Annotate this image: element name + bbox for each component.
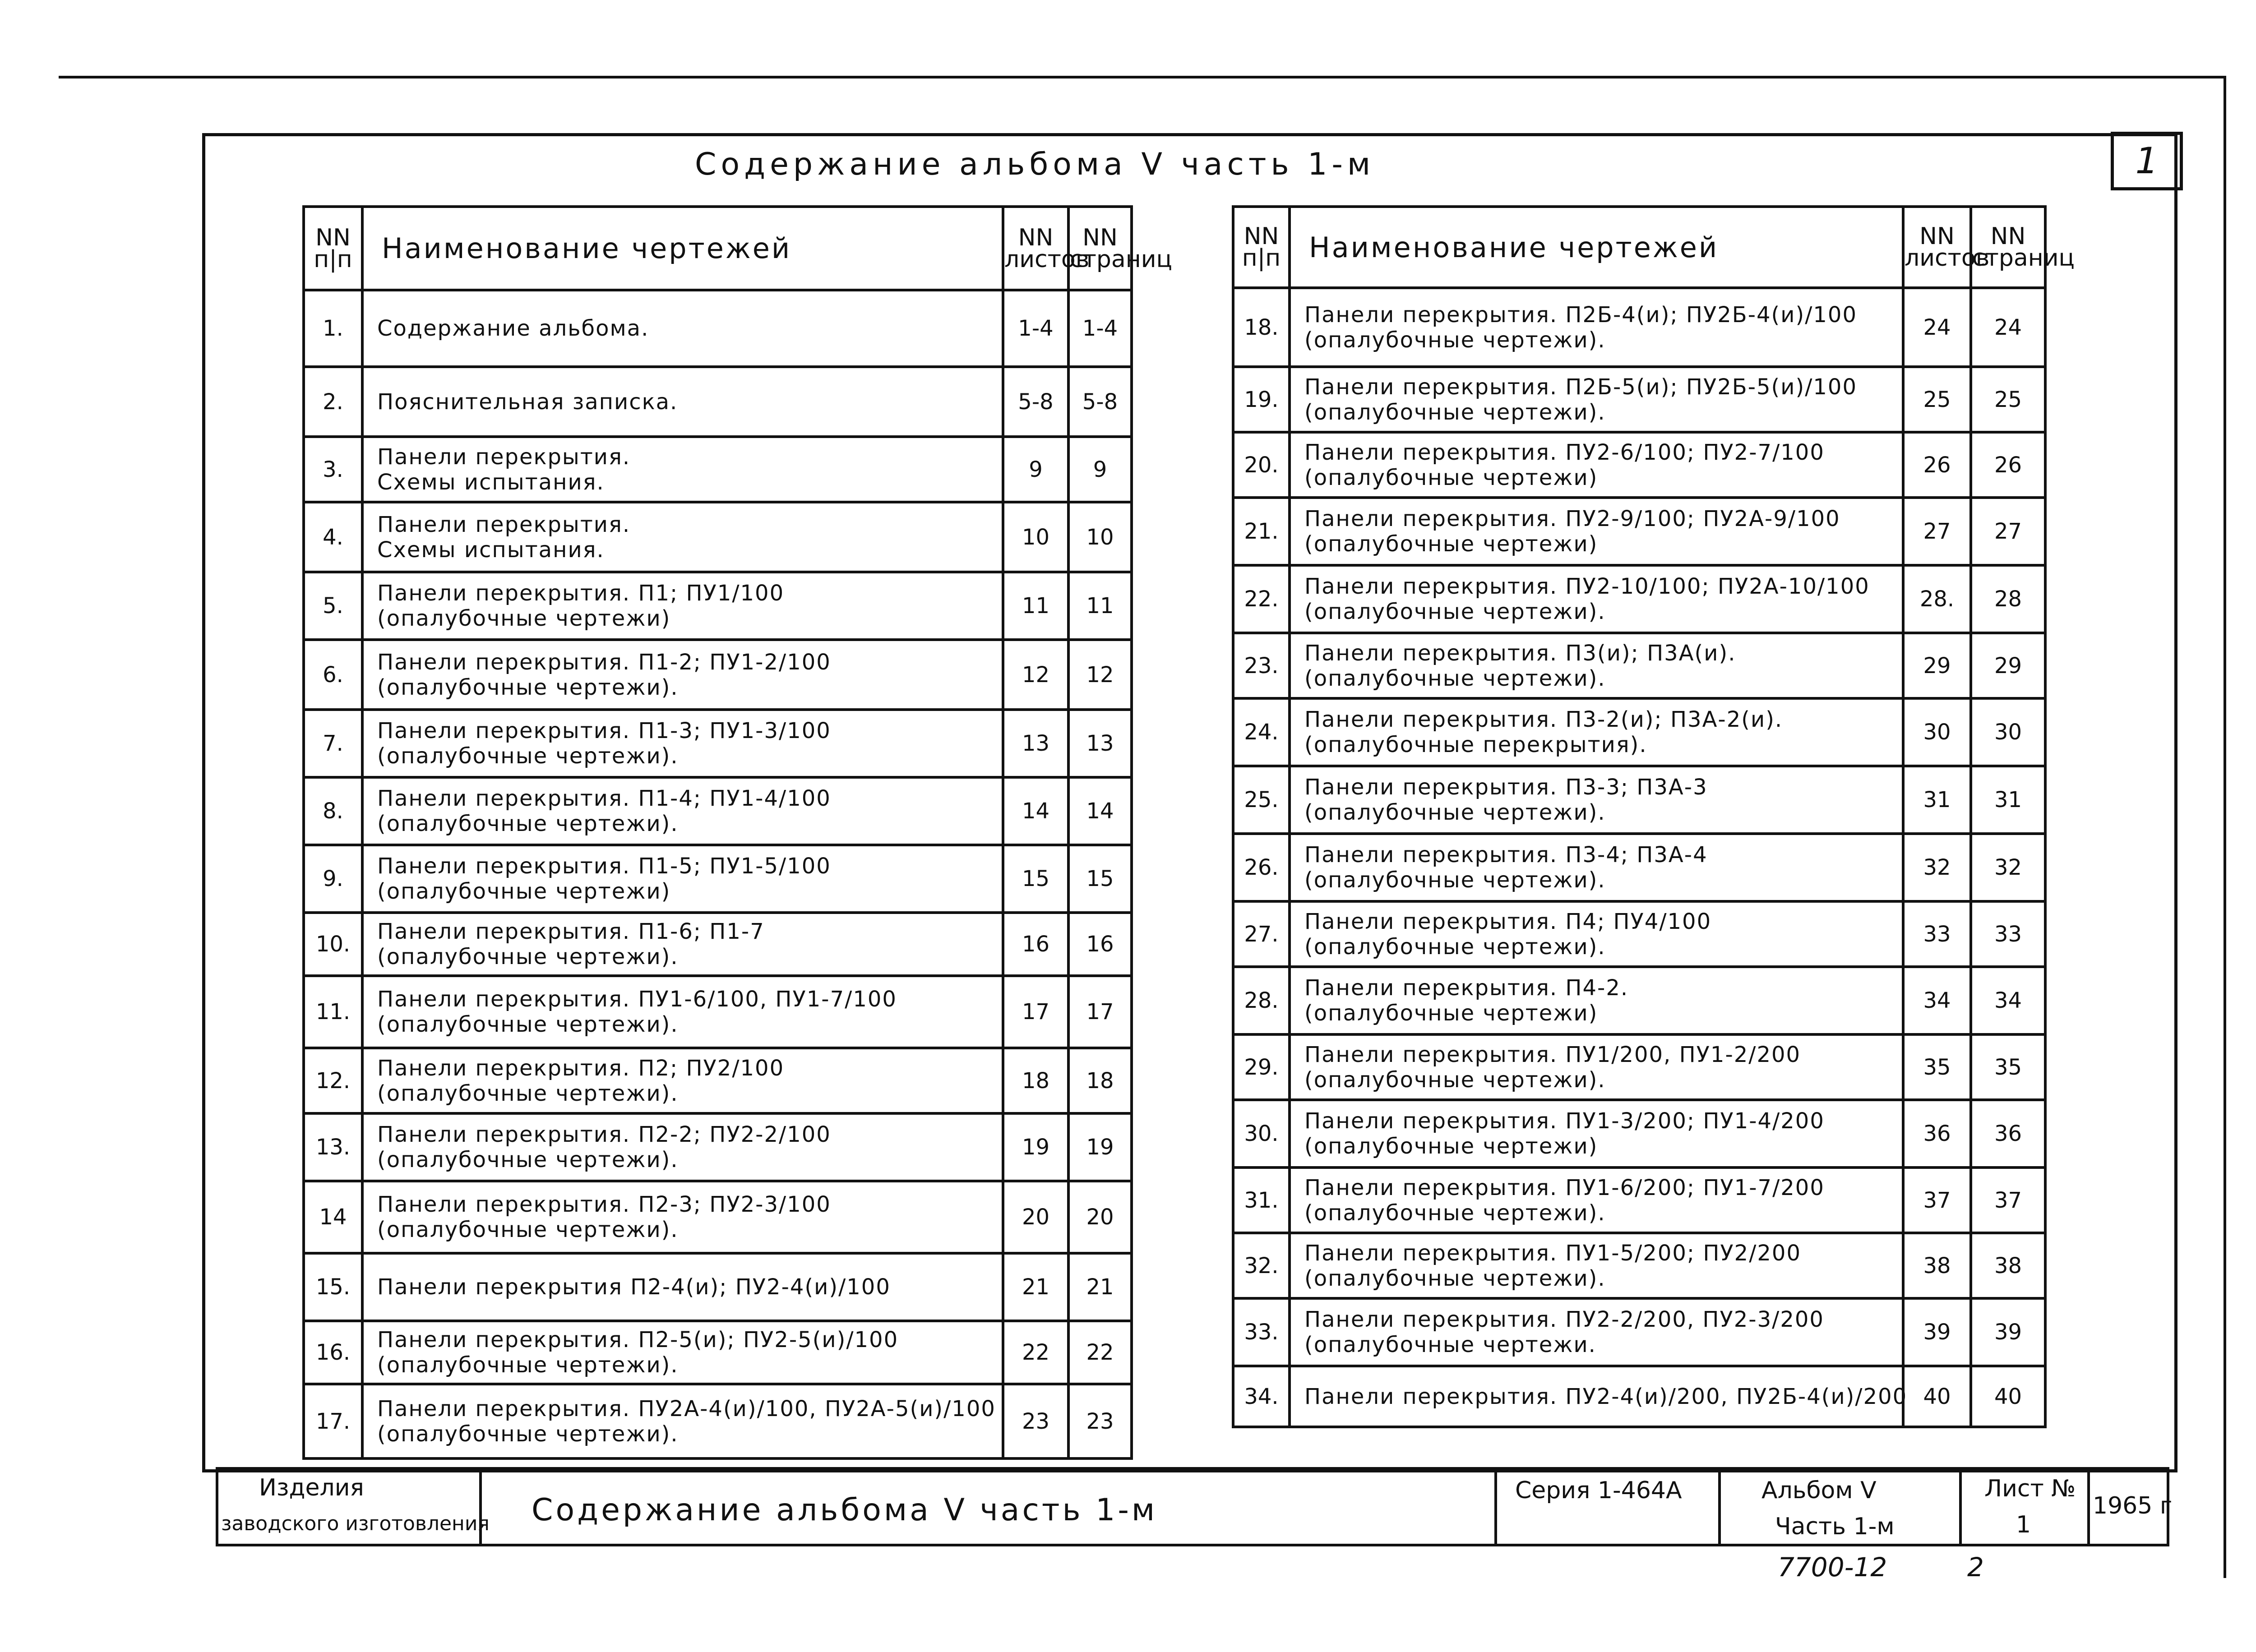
row-sheets: 10: [1003, 502, 1068, 572]
drawing-name-line: Панели перекрытия. П3-4; П3А-4: [1304, 842, 1708, 868]
row-sheets: 31: [1903, 766, 1971, 834]
drawing-name-line: Панели перекрытия.: [377, 512, 631, 537]
drawing-name-line: Панели перекрытия. ПУ2-4(и)/200, ПУ2Б-4(и)/200: [1304, 1384, 1908, 1409]
tb-products-line2: заводского изготовления: [221, 1512, 490, 1535]
row-sheets: 5-8: [1003, 367, 1068, 437]
drawing-name-line: (опалубочные чертежи).: [377, 811, 679, 836]
table-row: [304, 1384, 1132, 1458]
drawing-name-line: Панели перекрытия. П1-5; ПУ1-5/100: [377, 854, 831, 879]
table-header-row: [1233, 207, 2045, 288]
table-row: [304, 1253, 1132, 1321]
tb-products-line1: Изделия: [259, 1474, 364, 1501]
row-sheets: 18: [1003, 1048, 1068, 1113]
drawing-name-line: (опалубочные чертежи): [1304, 465, 1598, 490]
row-pages: 9: [1068, 437, 1132, 502]
table-row: [1233, 698, 2045, 766]
tb-sheet-value: 1: [2016, 1511, 2031, 1538]
row-pages: 28: [1971, 565, 2045, 633]
tb-year-cell: [2087, 1467, 2173, 1546]
table-row: [1233, 1366, 2045, 1427]
drawing-name-line: (опалубочные перекрытия).: [1304, 732, 1647, 757]
row-sheets: 1-4: [1003, 290, 1068, 367]
drawing-name-line: Панели перекрытия. ПУ1-6/100, ПУ1-7/100: [377, 987, 897, 1012]
row-sheets: 27: [1903, 498, 1971, 565]
header-index: NN п|п: [304, 207, 362, 290]
drawing-name-line: Панели перекрытия П2-4(и); ПУ2-4(и)/100: [377, 1274, 891, 1300]
row-sheets: 17: [1003, 976, 1068, 1048]
row-index: 31.: [1233, 1167, 1290, 1233]
header-sheets: NN листов: [1903, 207, 1971, 288]
table-row: [1233, 1233, 2045, 1298]
row-pages: 10: [1068, 502, 1132, 572]
drawing-name-line: Панели перекрытия. ПУ2А-4(и)/100, ПУ2А-5(и)/100: [377, 1396, 996, 1421]
table-row: [304, 710, 1132, 777]
row-drawing-name: [362, 1384, 1003, 1458]
drawing-name-line: Панели перекрытия. П1-3; ПУ1-3/100: [377, 718, 831, 743]
drawing-name-line: Панели перекрытия. ПУ1-3/200; ПУ1-4/200: [1304, 1108, 1825, 1134]
row-sheets: 25: [1903, 367, 1971, 432]
drawing-name-line: (опалубочные чертежи).: [1304, 1200, 1606, 1226]
drawing-name-line: (опалубочные чертежи).: [377, 1217, 679, 1242]
drawing-name-line: (опалубочные чертежи).: [377, 1012, 679, 1037]
table-row: [304, 502, 1132, 572]
tb-drawing-title: Содержание альбома Ⅴ часть 1-м: [532, 1492, 1158, 1528]
sheet-border-top: [59, 76, 2224, 78]
drawing-name-line: Панели перекрытия. ПУ2-9/100; ПУ2А-9/100: [1304, 506, 1840, 531]
row-index: 23.: [1233, 633, 1290, 698]
row-pages: 31: [1971, 766, 2045, 834]
table-header-row: [304, 207, 1132, 290]
row-index: 24.: [1233, 698, 1290, 766]
row-sheets: 37: [1903, 1167, 1971, 1233]
table-row: [1233, 1167, 2045, 1233]
drawing-name-line: Панели перекрытия. П1-4; ПУ1-4/100: [377, 786, 831, 811]
table-row: [1233, 432, 2045, 498]
table-row: [1233, 1034, 2045, 1100]
row-drawing-name: [1290, 367, 1903, 432]
row-index: 6.: [304, 640, 362, 710]
row-drawing-name: [362, 1181, 1003, 1253]
row-drawing-name: [362, 1048, 1003, 1113]
drawing-name-line: (опалубочные чертежи).: [377, 674, 679, 700]
row-index: 30.: [1233, 1100, 1290, 1167]
drawing-name-line: (опалубочные чертежи).: [377, 1421, 679, 1447]
row-index: 14: [304, 1181, 362, 1253]
drawing-name-line: (опалубочные чертежи): [377, 879, 671, 904]
header-pages: NN страниц: [1971, 207, 2045, 288]
row-drawing-name: [1290, 967, 1903, 1034]
row-drawing-name: [1290, 1167, 1903, 1233]
row-sheets: 22: [1003, 1321, 1068, 1384]
row-index: 7.: [304, 710, 362, 777]
row-index: 25.: [1233, 766, 1290, 834]
row-index: 10.: [304, 913, 362, 976]
drawing-name-line: Панели перекрытия.: [377, 444, 631, 470]
table-row: [1233, 834, 2045, 901]
row-drawing-name: [362, 1113, 1003, 1181]
row-pages: 14: [1068, 777, 1132, 845]
drawing-name-line: Панели перекрытия. ПУ2-10/100; ПУ2А-10/100: [1304, 574, 1870, 599]
row-pages: 33: [1971, 901, 2045, 967]
row-drawing-name: [1290, 834, 1903, 901]
drawing-name-line: (опалубочные чертежи).: [1304, 399, 1606, 425]
sheet-border-right: [2224, 76, 2226, 1578]
row-pages: 29: [1971, 633, 2045, 698]
row-sheets: 11: [1003, 572, 1068, 640]
row-drawing-name: [362, 572, 1003, 640]
drawing-name-line: Панели перекрытия. П3-2(и); П3А-2(и).: [1304, 707, 1783, 732]
row-sheets: 20: [1003, 1181, 1068, 1253]
drawing-name-line: (опалубочные чертежи).: [377, 1147, 679, 1172]
table-row: [304, 976, 1132, 1048]
table-body-right: [1233, 288, 2045, 1427]
row-pages: 30: [1971, 698, 2045, 766]
table-row: [1233, 901, 2045, 967]
row-sheets: 33: [1903, 901, 1971, 967]
row-drawing-name: [1290, 1298, 1903, 1366]
drawing-name-line: (опалубочные чертежи).: [1304, 800, 1606, 825]
drawing-name-line: Панели перекрытия. П3-3; П3А-3: [1304, 775, 1708, 800]
row-pages: 26: [1971, 432, 2045, 498]
drawing-name-line: Панели перекрытия. П2-5(и); ПУ2-5(и)/100: [377, 1327, 899, 1352]
drawing-name-line: Панели перекрытия. П4; ПУ4/100: [1304, 909, 1712, 934]
row-sheets: 16: [1003, 913, 1068, 976]
header-sheets: NN листов: [1003, 207, 1068, 290]
table-row: [304, 640, 1132, 710]
drawing-name-line: (опалубочные чертежи).: [1304, 1067, 1606, 1093]
row-pages: 27: [1971, 498, 2045, 565]
drawing-name-line: Панели перекрытия. ПУ1/200, ПУ1-2/200: [1304, 1042, 1801, 1067]
row-drawing-name: [1290, 633, 1903, 698]
drawing-name-line: (опалубочные чертежи.: [1304, 1332, 1596, 1357]
row-index: 16.: [304, 1321, 362, 1384]
row-drawing-name: [362, 845, 1003, 913]
row-sheets: 14: [1003, 777, 1068, 845]
table-row: [1233, 565, 2045, 633]
row-drawing-name: [1290, 766, 1903, 834]
row-pages: 1-4: [1068, 290, 1132, 367]
row-drawing-name: [1290, 432, 1903, 498]
drawing-name-line: Панели перекрытия. П1; ПУ1/100: [377, 581, 785, 606]
row-sheets: 30: [1903, 698, 1971, 766]
table-row: [304, 290, 1132, 367]
row-sheets: 39: [1903, 1298, 1971, 1366]
tb-album-cell: [1718, 1467, 1962, 1546]
row-pages: 32: [1971, 834, 2045, 901]
row-sheets: 32: [1903, 834, 1971, 901]
row-drawing-name: [1290, 1233, 1903, 1298]
table-row: [1233, 288, 2045, 367]
drawing-name-line: Панели перекрытия. П2-2; ПУ2-2/100: [377, 1122, 831, 1147]
row-sheets: 12: [1003, 640, 1068, 710]
sheet-number-box: 1: [2111, 132, 2183, 190]
row-drawing-name: [362, 640, 1003, 710]
drawing-name-line: Панели перекрытия. ПУ2-6/100; ПУ2-7/100: [1304, 439, 1825, 465]
drawing-name-line: (опалубочные чертежи).: [1304, 868, 1606, 893]
row-index: 29.: [1233, 1034, 1290, 1100]
row-index: 18.: [1233, 288, 1290, 367]
row-index: 15.: [304, 1253, 362, 1321]
row-sheets: 35: [1903, 1034, 1971, 1100]
drawing-name-line: (опалубочные чертежи).: [1304, 665, 1606, 691]
table-body-left: [304, 290, 1132, 1458]
row-index: 2.: [304, 367, 362, 437]
row-pages: 34: [1971, 967, 2045, 1034]
row-pages: 17: [1068, 976, 1132, 1048]
row-index: 13.: [304, 1113, 362, 1181]
tb-album-line2: Часть 1-м: [1775, 1513, 1895, 1540]
drawing-name-line: (опалубочные чертежи): [1304, 1001, 1598, 1026]
row-pages: 25: [1971, 367, 2045, 432]
drawing-name-line: (опалубочные чертежи): [1304, 1134, 1598, 1159]
tb-series: Серия 1-464А: [1515, 1477, 1682, 1504]
row-pages: 39: [1971, 1298, 2045, 1366]
table-row: [1233, 766, 2045, 834]
row-sheets: 26: [1903, 432, 1971, 498]
drawing-name-line: (опалубочные чертежи).: [1304, 934, 1606, 960]
row-index: 5.: [304, 572, 362, 640]
row-drawing-name: [362, 437, 1003, 502]
drawing-name-line: (опалубочные чертежи).: [1304, 599, 1606, 624]
table-row: [1233, 1100, 2045, 1167]
row-index: 21.: [1233, 498, 1290, 565]
row-index: 34.: [1233, 1366, 1290, 1427]
row-index: 1.: [304, 290, 362, 367]
drawing-name-line: Панели перекрытия. ПУ2-2/200, ПУ2-3/200: [1304, 1307, 1824, 1332]
row-drawing-name: [362, 913, 1003, 976]
title-block: [216, 1467, 2173, 1553]
row-drawing-name: [362, 1253, 1003, 1321]
row-sheets: 9: [1003, 437, 1068, 502]
footer-code: 7700-12: [1778, 1552, 1887, 1583]
tb-album-line1: Альбом Ⅴ: [1761, 1477, 1877, 1504]
row-drawing-name: [362, 777, 1003, 845]
row-pages: 5-8: [1068, 367, 1132, 437]
table-row: [304, 437, 1132, 502]
row-pages: 15: [1068, 845, 1132, 913]
table-row: [1233, 498, 2045, 565]
row-sheets: 34: [1903, 967, 1971, 1034]
header-name: Наименование чертежей: [362, 207, 1003, 290]
row-sheets: 40: [1903, 1366, 1971, 1427]
row-pages: 11: [1068, 572, 1132, 640]
drawing-name-line: Панели перекрытия. П2Б-5(и); ПУ2Б-5(и)/100: [1304, 374, 1857, 400]
row-sheets: 15: [1003, 845, 1068, 913]
row-pages: 13: [1068, 710, 1132, 777]
drawing-name-line: Панели перекрытия. П2; ПУ2/100: [377, 1055, 785, 1081]
contents-table-right: [1232, 205, 2075, 1428]
drawing-name-line: Схемы испытания.: [377, 537, 605, 563]
table-row: [304, 845, 1132, 913]
row-pages: 16: [1068, 913, 1132, 976]
header-index: NN п|п: [1233, 207, 1290, 288]
row-drawing-name: [362, 1321, 1003, 1384]
row-drawing-name: [1290, 1366, 1908, 1427]
page-title: Содержание альбома Ⅴ часть 1-м: [695, 147, 1375, 182]
drawing-name-line: (опалубочные чертежи).: [377, 1080, 679, 1106]
table-row: [304, 367, 1132, 437]
drawing-name-line: Содержание альбома.: [377, 316, 649, 341]
drawing-name-line: Панели перекрытия. ПУ1-5/200; ПУ2/200: [1304, 1240, 1802, 1266]
row-index: 32.: [1233, 1233, 1290, 1298]
header-pages: NN страниц: [1068, 207, 1132, 290]
row-pages: 23: [1068, 1384, 1132, 1458]
drawing-name-line: (опалубочные чертежи).: [377, 743, 679, 769]
row-pages: 36: [1971, 1100, 2045, 1167]
row-sheets: 19: [1003, 1113, 1068, 1181]
table-row: [1233, 367, 2045, 432]
row-pages: 22: [1068, 1321, 1132, 1384]
row-drawing-name: [1290, 698, 1903, 766]
row-index: 33.: [1233, 1298, 1290, 1366]
drawing-name-line: Пояснительная записка.: [377, 389, 678, 415]
row-pages: 38: [1971, 1233, 2045, 1298]
row-index: 27.: [1233, 901, 1290, 967]
tb-products-cell: [216, 1467, 490, 1546]
row-index: 26.: [1233, 834, 1290, 901]
row-index: 22.: [1233, 565, 1290, 633]
row-drawing-name: [362, 502, 1003, 572]
row-sheets: 13: [1003, 710, 1068, 777]
tb-title-cell: [479, 1467, 1497, 1546]
row-drawing-name: [1290, 565, 1903, 633]
drawing-name-line: Панели перекрытия. ПУ1-6/200; ПУ1-7/200: [1304, 1175, 1825, 1200]
table-row: [304, 1113, 1132, 1181]
row-sheets: 24: [1903, 288, 1971, 367]
header-name: Наименование чертежей: [1290, 207, 1903, 288]
row-drawing-name: [1290, 1034, 1903, 1100]
row-index: 20.: [1233, 432, 1290, 498]
row-index: 9.: [304, 845, 362, 913]
row-pages: 12: [1068, 640, 1132, 710]
row-index: 12.: [304, 1048, 362, 1113]
row-drawing-name: [1290, 288, 1903, 367]
row-pages: 21: [1068, 1253, 1132, 1321]
footer-page: 2: [1967, 1552, 1984, 1583]
row-index: 17.: [304, 1384, 362, 1458]
row-sheets: 36: [1903, 1100, 1971, 1167]
drawing-name-line: Панели перекрытия. П4-2.: [1304, 975, 1629, 1001]
drawing-name-line: (опалубочные чертежи).: [377, 1352, 679, 1378]
table-row: [304, 1181, 1132, 1253]
row-sheets: 23: [1003, 1384, 1068, 1458]
table-row: [304, 572, 1132, 640]
row-sheets: 21: [1003, 1253, 1068, 1321]
tb-year: 1965 г: [2093, 1492, 2173, 1519]
row-index: 28.: [1233, 967, 1290, 1034]
drawing-name-line: (опалубочные чертежи).: [1304, 1265, 1606, 1291]
row-drawing-name: [362, 290, 1003, 367]
table-row: [304, 1321, 1132, 1384]
drawing-name-line: Панели перекрытия. П3(и); П3А(и).: [1304, 640, 1736, 666]
row-drawing-name: [362, 367, 1003, 437]
drawing-name-line: (опалубочные чертежи): [1304, 531, 1598, 557]
row-pages: 24: [1971, 288, 2045, 367]
row-sheets: 38: [1903, 1233, 1971, 1298]
row-pages: 35: [1971, 1034, 2045, 1100]
table-row: [304, 1048, 1132, 1113]
drawing-name-line: Панели перекрытия. П2Б-4(и); ПУ2Б-4(и)/100: [1304, 302, 1857, 328]
row-pages: 40: [1971, 1366, 2045, 1427]
drawing-name-line: (опалубочные чертежи).: [1304, 327, 1606, 353]
row-drawing-name: [1290, 901, 1903, 967]
row-index: 11.: [304, 976, 362, 1048]
row-sheets: 29: [1903, 633, 1971, 698]
drawing-name-line: Схемы испытания.: [377, 469, 605, 495]
drawing-name-line: Панели перекрытия. П1-2; ПУ1-2/100: [377, 649, 831, 675]
row-drawing-name: [1290, 1100, 1903, 1167]
tb-series-cell: [1494, 1467, 1721, 1546]
tb-sheet-label: Лист №: [1984, 1475, 2076, 1502]
tb-sheet-cell: [1959, 1467, 2090, 1546]
drawing-name-line: (опалубочные чертежи): [377, 606, 671, 631]
row-drawing-name: [362, 710, 1003, 777]
row-drawing-name: [1290, 498, 1903, 565]
row-drawing-name: [362, 976, 1003, 1048]
contents-table-left: [302, 205, 1172, 1460]
drawing-name-line: Панели перекрытия. П1-6; П1-7: [377, 919, 765, 944]
table-row: [1233, 633, 2045, 698]
row-index: 8.: [304, 777, 362, 845]
table-row: [304, 777, 1132, 845]
row-pages: 20: [1068, 1181, 1132, 1253]
table-row: [1233, 967, 2045, 1034]
table-row: [304, 913, 1132, 976]
row-index: 4.: [304, 502, 362, 572]
row-sheets: 28.: [1903, 565, 1971, 633]
row-pages: 37: [1971, 1167, 2045, 1233]
row-index: 19.: [1233, 367, 1290, 432]
table-row: [1233, 1298, 2045, 1366]
row-pages: 19: [1068, 1113, 1132, 1181]
drawing-name-line: (опалубочные чертежи).: [377, 944, 679, 969]
row-index: 3.: [304, 437, 362, 502]
row-pages: 18: [1068, 1048, 1132, 1113]
drawing-name-line: Панели перекрытия. П2-3; ПУ2-3/100: [377, 1192, 831, 1217]
